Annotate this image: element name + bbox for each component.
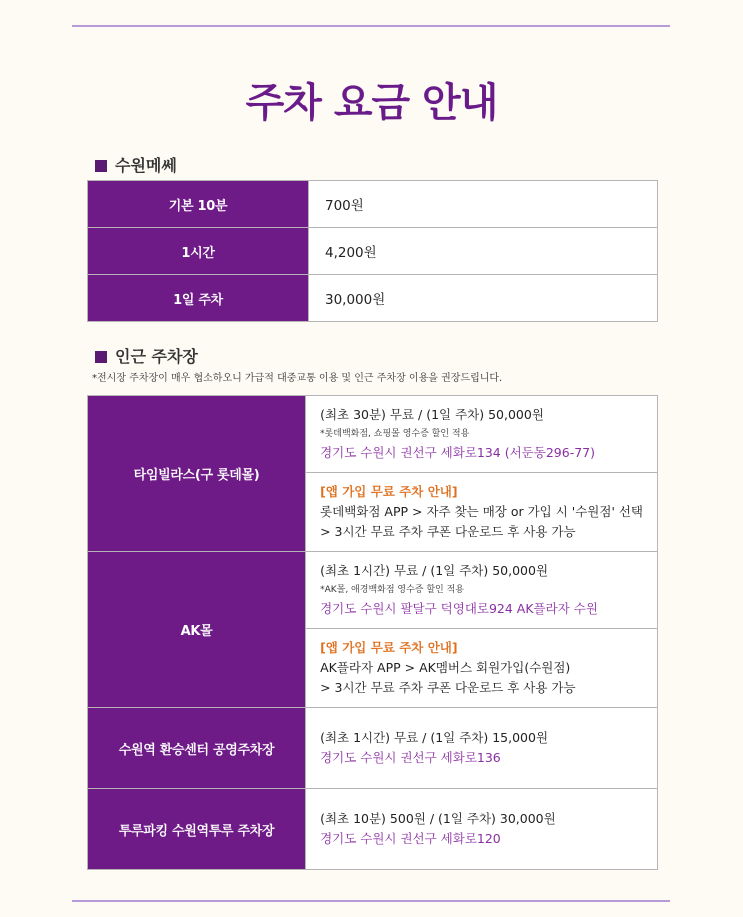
lot-fee: (최초 10분) 500원 / (1일 주차) 30,000원: [320, 811, 556, 826]
lot-fee-cell: [306, 708, 658, 789]
section-heading-suwon-messe: [95, 156, 177, 176]
table-row: [88, 228, 658, 275]
lot-address: 경기도 수원시 권선구 세화로134 (서둔동296-77): [320, 445, 595, 460]
lot-name: AK몰: [88, 552, 306, 708]
app-guide-title: [앱 가입 무료 주차 안내]: [320, 640, 458, 655]
app-guide-line: AK플라자 APP > AK멤버스 회원가입(수원점): [320, 660, 571, 675]
nearby-parking-table: [87, 395, 658, 870]
messe-fee-table: [87, 180, 658, 322]
fee-label: 1일 주차: [88, 275, 309, 322]
app-guide-title: [앱 가입 무료 주차 안내]: [320, 484, 458, 499]
lot-fee: (최초 30분) 무료 / (1일 주차) 50,000원: [320, 407, 544, 422]
table-row: [88, 181, 658, 228]
lot-address: 경기도 수원시 권선구 세화로136: [320, 750, 501, 765]
lot-fee: (최초 1시간) 무료 / (1일 주차) 15,000원: [320, 730, 549, 745]
lot-name: 타임빌라스(구 롯데몰): [88, 396, 306, 552]
section-heading-text: 인근 주차장: [115, 347, 198, 366]
lot-app-cell: [306, 473, 658, 552]
lot-fee-note: *AK몰, 애경백화점 영수증 할인 적용: [320, 585, 464, 595]
section-heading-nearby-parking: [95, 347, 198, 367]
fee-value: 30,000원: [309, 275, 658, 322]
parking-note: *전시장 주차장이 매우 협소하오니 가급적 대중교통 이용 및 인근 주차장 이용을 권장드립니다.: [92, 373, 503, 384]
lot-name: 수원역 환승센터 공영주차장: [88, 708, 306, 789]
app-guide-line: > 3시간 무료 주차 쿠폰 다운로드 후 사용 가능: [320, 524, 576, 539]
table-row: [88, 396, 658, 473]
table-row: [88, 552, 658, 629]
lot-app-cell: [306, 629, 658, 708]
fee-label: 기본 10분: [88, 181, 309, 228]
square-bullet-icon: [95, 351, 107, 363]
fee-label: 1시간: [88, 228, 309, 275]
lot-fee-note: *롯데백화점, 쇼핑몰 영수증 할인 적용: [320, 429, 470, 439]
bottom-divider: [72, 900, 670, 902]
fee-value: 4,200원: [309, 228, 658, 275]
top-divider: [72, 25, 670, 27]
page-title: 주차 요금 안내: [245, 80, 498, 126]
table-row: [88, 789, 658, 870]
app-guide-line: > 3시간 무료 주차 쿠폰 다운로드 후 사용 가능: [320, 680, 576, 695]
table-row: [88, 708, 658, 789]
lot-address: 경기도 수원시 권선구 세화로120: [320, 831, 501, 846]
lot-fee-cell: [306, 789, 658, 870]
lot-name: 투루파킹 수원역투루 주차장: [88, 789, 306, 870]
lot-fee-cell: [306, 396, 658, 473]
table-row: [88, 275, 658, 322]
lot-fee-cell: [306, 552, 658, 629]
square-bullet-icon: [95, 160, 107, 172]
section-heading-text: 수원메쎄: [115, 156, 177, 175]
lot-fee: (최초 1시간) 무료 / (1일 주차) 50,000원: [320, 563, 549, 578]
lot-address: 경기도 수원시 팔달구 덕영대로924 AK플라자 수원: [320, 601, 598, 616]
app-guide-line: 롯데백화점 APP > 자주 찾는 매장 or 가입 시 '수원점' 선택: [320, 504, 643, 519]
fee-value: 700원: [309, 181, 658, 228]
